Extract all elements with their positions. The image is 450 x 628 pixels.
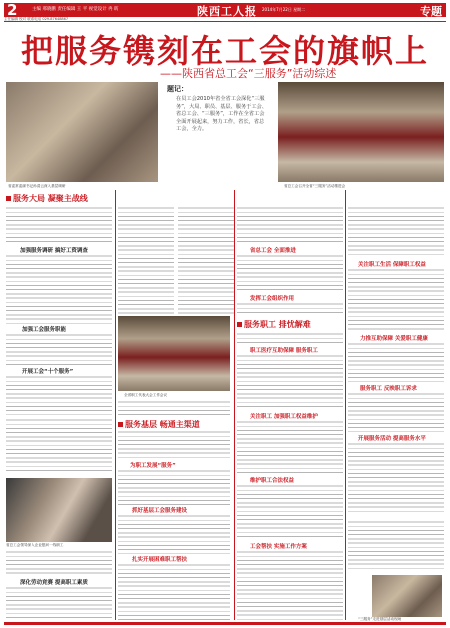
body-text: [237, 354, 343, 410]
body-text: [6, 418, 112, 474]
editor-meta: 主编 邢晓鹏 责任编辑 王 平 视觉设计 冉 昉: [32, 7, 119, 12]
section-heading: 为职工发展“服务”: [130, 463, 176, 469]
body-text: [237, 550, 343, 620]
section-heading: 开展服务活动 提高服务水平: [358, 436, 426, 442]
caption-photo3: 全省职工代表大会工作会议: [124, 393, 168, 397]
body-text: [348, 520, 444, 570]
body-text: [6, 375, 112, 415]
section-heading: 力推互助保障 关爱职工健康: [360, 336, 428, 342]
page-title: 把服务镌刻在工会的旗帜上: [20, 32, 429, 70]
edition-date: 2014年7月22日 星期二: [262, 7, 306, 12]
section-heading: 省总工会 全面推进: [250, 248, 296, 254]
column-divider: [345, 190, 346, 620]
section-heading: 工会帮扶 实施工作方案: [250, 544, 307, 550]
body-text: [6, 586, 112, 620]
body-text: [178, 206, 234, 314]
section-heading: 发挥工会组织作用: [250, 296, 295, 302]
body-text: [118, 469, 230, 505]
editor-note-label: 题记：: [167, 85, 188, 93]
subheader-line: 主任编辑 校对 联系电话 029-87648867: [4, 17, 446, 22]
body-text: [237, 302, 343, 316]
page-subtitle: ——陕西省总工会“三服务”活动综述: [160, 67, 337, 80]
section-heading: 加强服务调研 搞好工资调查: [20, 248, 88, 254]
caption-photo4: 省总工会领导深入企业慰问一线职工: [6, 543, 64, 547]
body-text: [6, 550, 112, 576]
section-heading: 关注职工 加强职工权益维护: [250, 414, 318, 420]
footer-band: [4, 622, 446, 625]
body-text: [237, 254, 343, 292]
photo-worker-visit: [6, 478, 112, 542]
photo-leader-visit: [6, 82, 158, 182]
body-text: [348, 392, 444, 432]
square-icon: [118, 422, 123, 427]
editor-note-text: 在员工会2010年省全省工会深化“三服务”，大局、职员、基层、服务于工会、省总工会、“三服务”，工作在全省工会全面开展起来，努力工作，省长，省总工会，全力。: [176, 96, 267, 132]
newspaper-brand: 陕西工人报: [197, 5, 257, 18]
caption-photo5: “三服务”走进基层活动现场: [358, 617, 402, 621]
square-icon: [237, 322, 242, 327]
section-heading: 维护职工合法权益: [250, 478, 295, 484]
body-text: [6, 333, 112, 365]
column-head-left: 服务大局 凝聚主战线: [6, 193, 88, 204]
body-text: [237, 484, 343, 540]
caption-photo1: 省委常委副书记孙清云深入基层调研: [8, 184, 66, 188]
caption-photo2: 省总工会召开全省“三服务”活动推进会: [284, 184, 346, 188]
body-text: [348, 268, 444, 332]
column-head-mid: 服务基层 畅通主渠道: [118, 419, 200, 430]
photo-conference: [278, 82, 444, 182]
column-head-right: 服务职工 排忧解难: [237, 319, 311, 330]
body-text: [348, 206, 444, 258]
column-divider: [234, 190, 235, 620]
section-heading: 职工医疗互助保障 服务职工: [250, 348, 318, 354]
photo-event: [372, 575, 442, 617]
body-text: [237, 206, 343, 244]
column-divider: [115, 190, 116, 620]
section-heading: 扎实开展困难职工帮扶: [132, 557, 188, 563]
body-text: [118, 430, 230, 460]
photo-meeting: [118, 316, 230, 391]
section-heading: 服务职工 反映职工诉求: [360, 386, 417, 392]
body-text: [237, 420, 343, 474]
section-heading: 深化劳动竞赛 提高职工素质: [20, 580, 88, 586]
body-text: [118, 563, 230, 620]
section-heading: 开展工会“十个服务”: [22, 369, 74, 375]
section-heading: 加强工会服务职能: [22, 327, 67, 333]
body-text: [118, 206, 174, 314]
square-icon: [6, 196, 11, 201]
page-number: 2: [7, 1, 18, 19]
section-heading: 抓好基层工会服务建设: [132, 508, 188, 514]
masthead-bar: [4, 3, 446, 17]
section-heading: 关注职工生活 保障职工权益: [358, 262, 426, 268]
body-text: [118, 400, 230, 416]
body-text: [348, 442, 444, 512]
body-text: [348, 342, 444, 382]
section-label: 专题: [420, 5, 442, 18]
body-text: [118, 514, 230, 554]
body-text: [6, 254, 112, 324]
body-text: [237, 332, 343, 344]
body-text: [6, 206, 112, 244]
